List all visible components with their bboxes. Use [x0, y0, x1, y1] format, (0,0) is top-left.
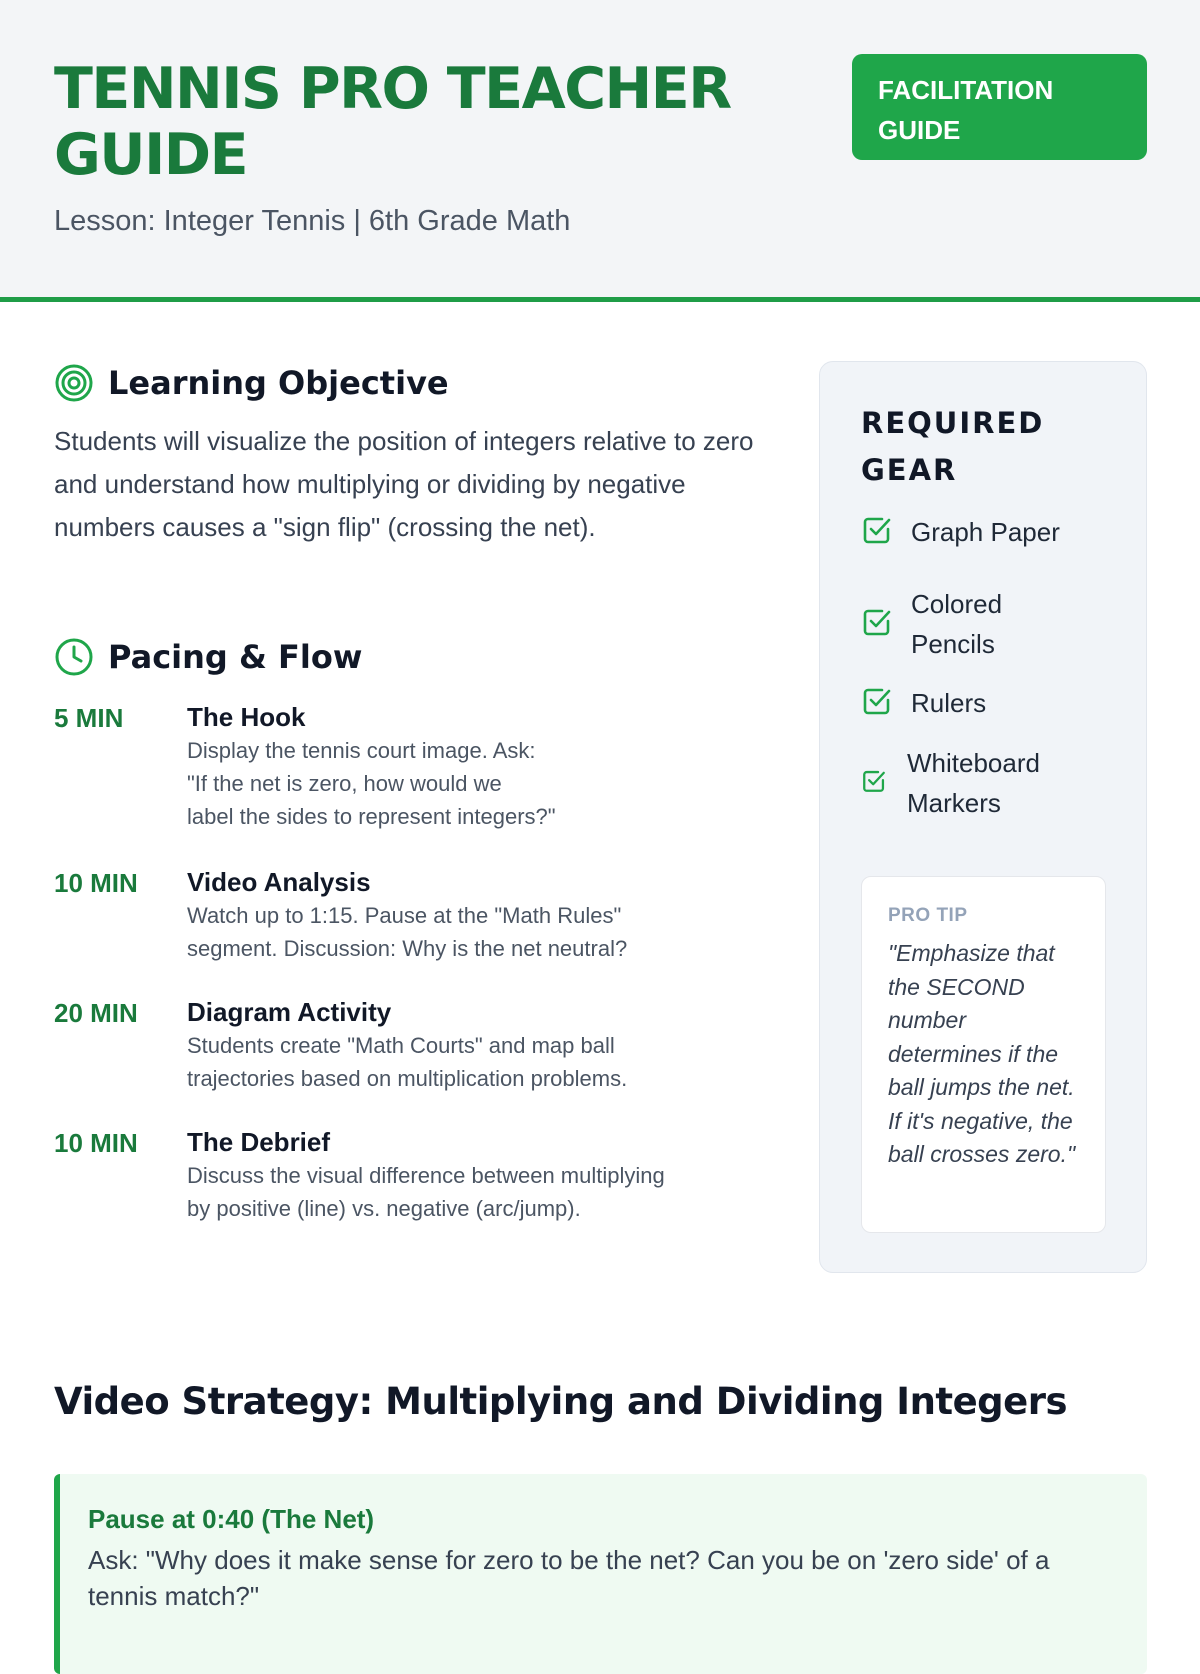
- pacing-body: [187, 865, 774, 965]
- page-header: [0, 0, 1200, 302]
- pacing-description: Watch up to 1:15. Pause at the "Math Rules" segment. Discussion: Why is the net neutral?: [187, 903, 628, 961]
- gear-item: [861, 584, 1041, 664]
- pacing-time: 5 MIN: [54, 703, 124, 733]
- gear-item: [861, 683, 986, 723]
- pacing-time: 10 MIN: [54, 868, 138, 898]
- pro-tip-label: PRO TIP: [888, 905, 968, 926]
- section-label: Pacing & Flow: [108, 638, 363, 676]
- gear-item: [861, 743, 1081, 823]
- gear-label: Whiteboard Markers: [907, 748, 1040, 818]
- pacing-body: [187, 1125, 774, 1225]
- pause-point-card: [54, 1474, 1147, 1674]
- pacing-heading: [54, 637, 362, 677]
- pause-point-text: Ask: "Why does it make sense for zero to be the net? Can you be on 'zero side' of a tennis match?": [88, 1545, 1050, 1611]
- gear-label: Colored Pencils: [911, 589, 1003, 659]
- pacing-title: Diagram Activity: [187, 997, 392, 1027]
- pacing-item: [54, 1125, 774, 1225]
- required-gear-panel: [819, 361, 1147, 1273]
- clock-icon: [54, 637, 94, 677]
- page-title: TENNIS PRO TEACHER GUIDE: [54, 56, 731, 188]
- gear-item: [861, 512, 1060, 552]
- video-strategy-heading: Video Strategy: Multiplying and Dividing Integers: [54, 1380, 1068, 1423]
- pacing-description: Students create "Math Courts" and map ball trajectories based on multiplication problems.: [187, 1033, 628, 1091]
- pacing-time: 10 MIN: [54, 1128, 138, 1158]
- lesson-subtitle: Lesson: Integer Tennis | 6th Grade Math: [54, 205, 571, 237]
- pacing-list: [54, 700, 774, 1225]
- pacing-description: Display the tennis court image. Ask: "If the net is zero, how would we label the sides to represent integers?": [187, 738, 556, 829]
- pacing-time: 20 MIN: [54, 998, 138, 1028]
- learning-objective-heading: [54, 363, 449, 403]
- gear-label: Rulers: [911, 688, 987, 718]
- objective-text: Students will visualize the position of integers relative to zero and understand how multiplying or dividing by negative numbers causes a "sign flip" (crossing the net).: [54, 426, 754, 542]
- gear-title: REQUIRED GEAR: [861, 406, 1045, 487]
- pacing-description: Discuss the visual difference between multiplying by positive (line) vs. negative (arc/jump).: [187, 1163, 665, 1221]
- checkbox-checked-icon: [861, 606, 893, 643]
- pacing-item: [54, 865, 774, 965]
- target-icon: [54, 363, 94, 403]
- checkbox-checked-icon: [861, 768, 887, 799]
- checkbox-checked-icon: [861, 514, 893, 551]
- pause-point-title: Pause at 0:40 (The Net): [88, 1504, 375, 1534]
- checkbox-checked-icon: [861, 685, 893, 722]
- pro-tip-card: [861, 876, 1106, 1233]
- facilitation-guide-badge: FACILITATION GUIDE: [852, 54, 1147, 160]
- gear-label: Graph Paper: [911, 517, 1060, 547]
- pacing-item: [54, 995, 774, 1095]
- section-label: Learning Objective: [108, 364, 449, 402]
- pacing-body: [187, 700, 774, 833]
- pro-tip-text: "Emphasize that the SECOND number determines if the ball jumps the net. If it's negative, the ball crosses zero.": [888, 940, 1076, 1167]
- pacing-body: [187, 995, 774, 1095]
- pacing-title: The Debrief: [187, 1127, 331, 1157]
- pacing-title: The Hook: [187, 702, 306, 732]
- pacing-title: Video Analysis: [187, 867, 371, 897]
- pacing-item: [54, 700, 774, 833]
